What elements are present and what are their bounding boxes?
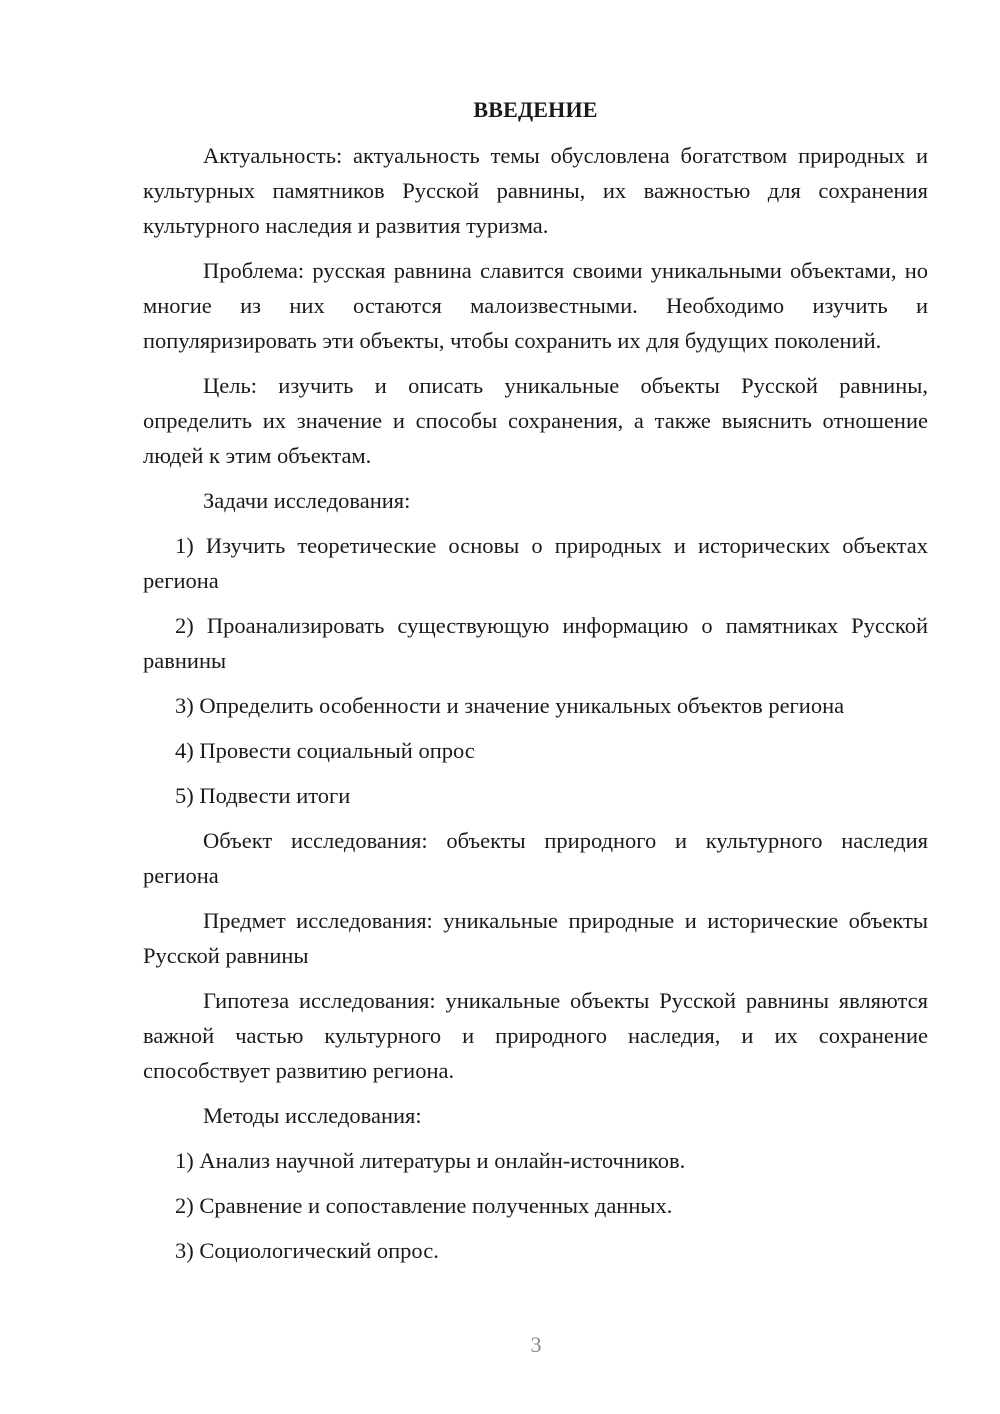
task-item: 1) Изучить теоретические основы о природных и исторических объектах региона: [143, 533, 928, 593]
method-item: 3) Социологический опрос.: [175, 1238, 439, 1263]
method-item: 2) Сравнение и сопоставление полученных данных.: [175, 1193, 673, 1218]
tasks-heading: Задачи исследования:: [203, 488, 411, 513]
task-item: 2) Проанализировать существующую информацию о памятниках Русской равнины: [143, 613, 928, 673]
problem-paragraph: Проблема: русская равнина славится своими уникальными объектами, но многие из них остаются малоизвестными. Необходимо изучить и популяризировать эти объекты, чтобы сохранить их для будущих поколений.: [143, 258, 928, 353]
subject-paragraph: Предмет исследования: уникальные природные и исторические объекты Русской равнины: [143, 908, 928, 968]
goal-paragraph: Цель: изучить и описать уникальные объекты Русской равнины, определить их значение и способы сохранения, а также выяснить отношение людей к этим объектам.: [143, 373, 928, 468]
hypothesis-paragraph: Гипотеза исследования: уникальные объекты Русской равнины являются важной частью культурного и природного наследия, и их сохранение способствует развитию региона.: [143, 988, 928, 1083]
page-title: ВВЕДЕНИЕ: [473, 97, 598, 122]
document-page: [143, 92, 928, 1268]
object-paragraph: Объект исследования: объекты природного и культурного наследия региона: [143, 828, 928, 888]
task-item: 5) Подвести итоги: [175, 783, 351, 808]
task-item: 4) Провести социальный опрос: [175, 738, 475, 763]
task-item: 3) Определить особенности и значение уникальных объектов региона: [175, 693, 845, 718]
page-number: 3: [530, 1332, 542, 1357]
methods-heading: Методы исследования:: [203, 1103, 422, 1128]
relevance-paragraph: Актуальность: актуальность темы обусловлена богатством природных и культурных памятников Русской равнины, их важностью для сохранения культурного наследия и развития туризма.: [143, 143, 928, 238]
method-item: 1) Анализ научной литературы и онлайн-источников.: [175, 1148, 686, 1173]
